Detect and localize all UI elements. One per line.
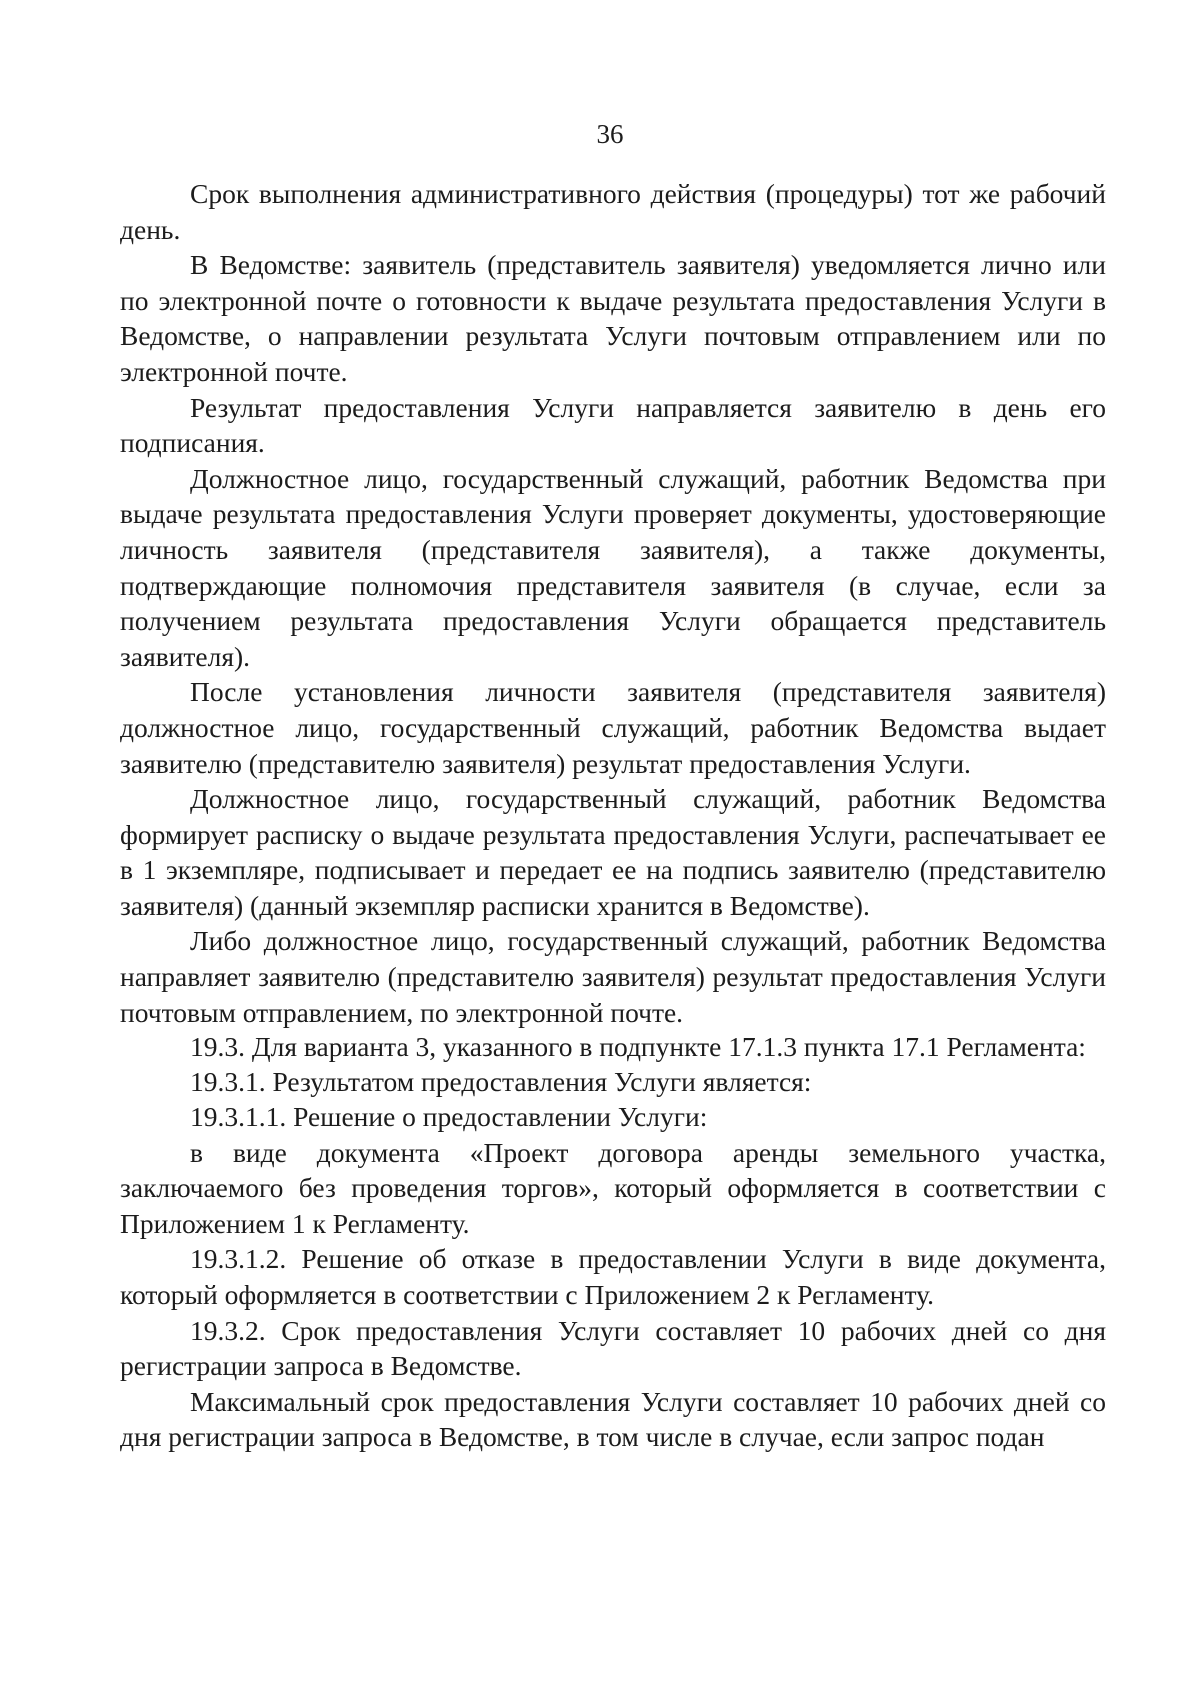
paragraph-lease-draft: в виде документа «Проект договора аренды земельного участка, заключаемого без проведения торгов», который оформляется в соответствии с Приложением 1 к Регламенту. (120, 1136, 1106, 1239)
paragraph-19-3-1-2: 19.3.1.2. Решение об отказе в предоставлении Услуги в виде документа, который оформляется в соответствии с Приложением 2 к Регламенту. (120, 1243, 1106, 1311)
paragraph-19-3-1-1: 19.3.1.1. Решение о предоставлении Услуги: (190, 1100, 708, 1132)
paragraph-issue-result: После установления личности заявителя (представителя заявителя) должностное лицо, государственный служащий, работник Ведомства выдает заявителю (представителю заявителя) результат предоставления Услуги. (120, 676, 1106, 779)
paragraph-identity-check: Должностное лицо, государственный служащий, работник Ведомства при выдаче результата предоставления Услуги проверяет документы, удостоверяющие личность заявителя (представителя заявителя), а также документы, подтверждающие полномочия представителя заявителя (в случае, если за получением результата предоставления Услуги обращается представитель заявителя). (120, 462, 1106, 672)
paragraph-deadline-same-day: Срок выполнения административного действия (процедуры) тот же рабочий день. (120, 178, 1106, 245)
paragraph-notification: В Ведомстве: заявитель (представитель заявителя) уведомляется лично или по электронной почте о готовности к выдаче результата предоставления Услуги в Ведомстве, о направлении результата Услуги почтовым отправлением или по электронной почте. (120, 249, 1106, 387)
paragraph-19-3: 19.3. Для варианта 3, указанного в подпункте 17.1.3 пункта 17.1 Регламента: (190, 1031, 1086, 1063)
paragraph-result-sent: Результат предоставления Услуги направляется заявителю в день его подписания. (120, 391, 1106, 459)
paragraph-postal-delivery: Либо должностное лицо, государственный служащий, работник Ведомства направляет заявителю (представителю заявителя) результат предоставления Услуги почтовым отправлением, по электронной почте. (120, 925, 1106, 1028)
document-body (120, 176, 1106, 1455)
paragraph-19-3-1: 19.3.1. Результатом предоставления Услуги является: (190, 1066, 812, 1098)
paragraph-max-term: Максимальный срок предоставления Услуги составляет 10 рабочих дней со дня регистрации запроса в Ведомстве, в том числе в случае, если запрос подан (120, 1385, 1106, 1453)
page-number: 36 (596, 119, 624, 149)
paragraph-receipt: Должностное лицо, государственный служащий, работник Ведомства формирует расписку о выдаче результата предоставления Услуги, распечатывает ее в 1 экземпляре, подписывает и передает ее на подпись заявителю (представителю заявителя) (данный экземпляр расписки хранится в Ведомстве). (120, 783, 1106, 921)
paragraph-19-3-2: 19.3.2. Срок предоставления Услуги составляет 10 рабочих дней со дня регистрации запроса в Ведомстве. (120, 1314, 1106, 1382)
